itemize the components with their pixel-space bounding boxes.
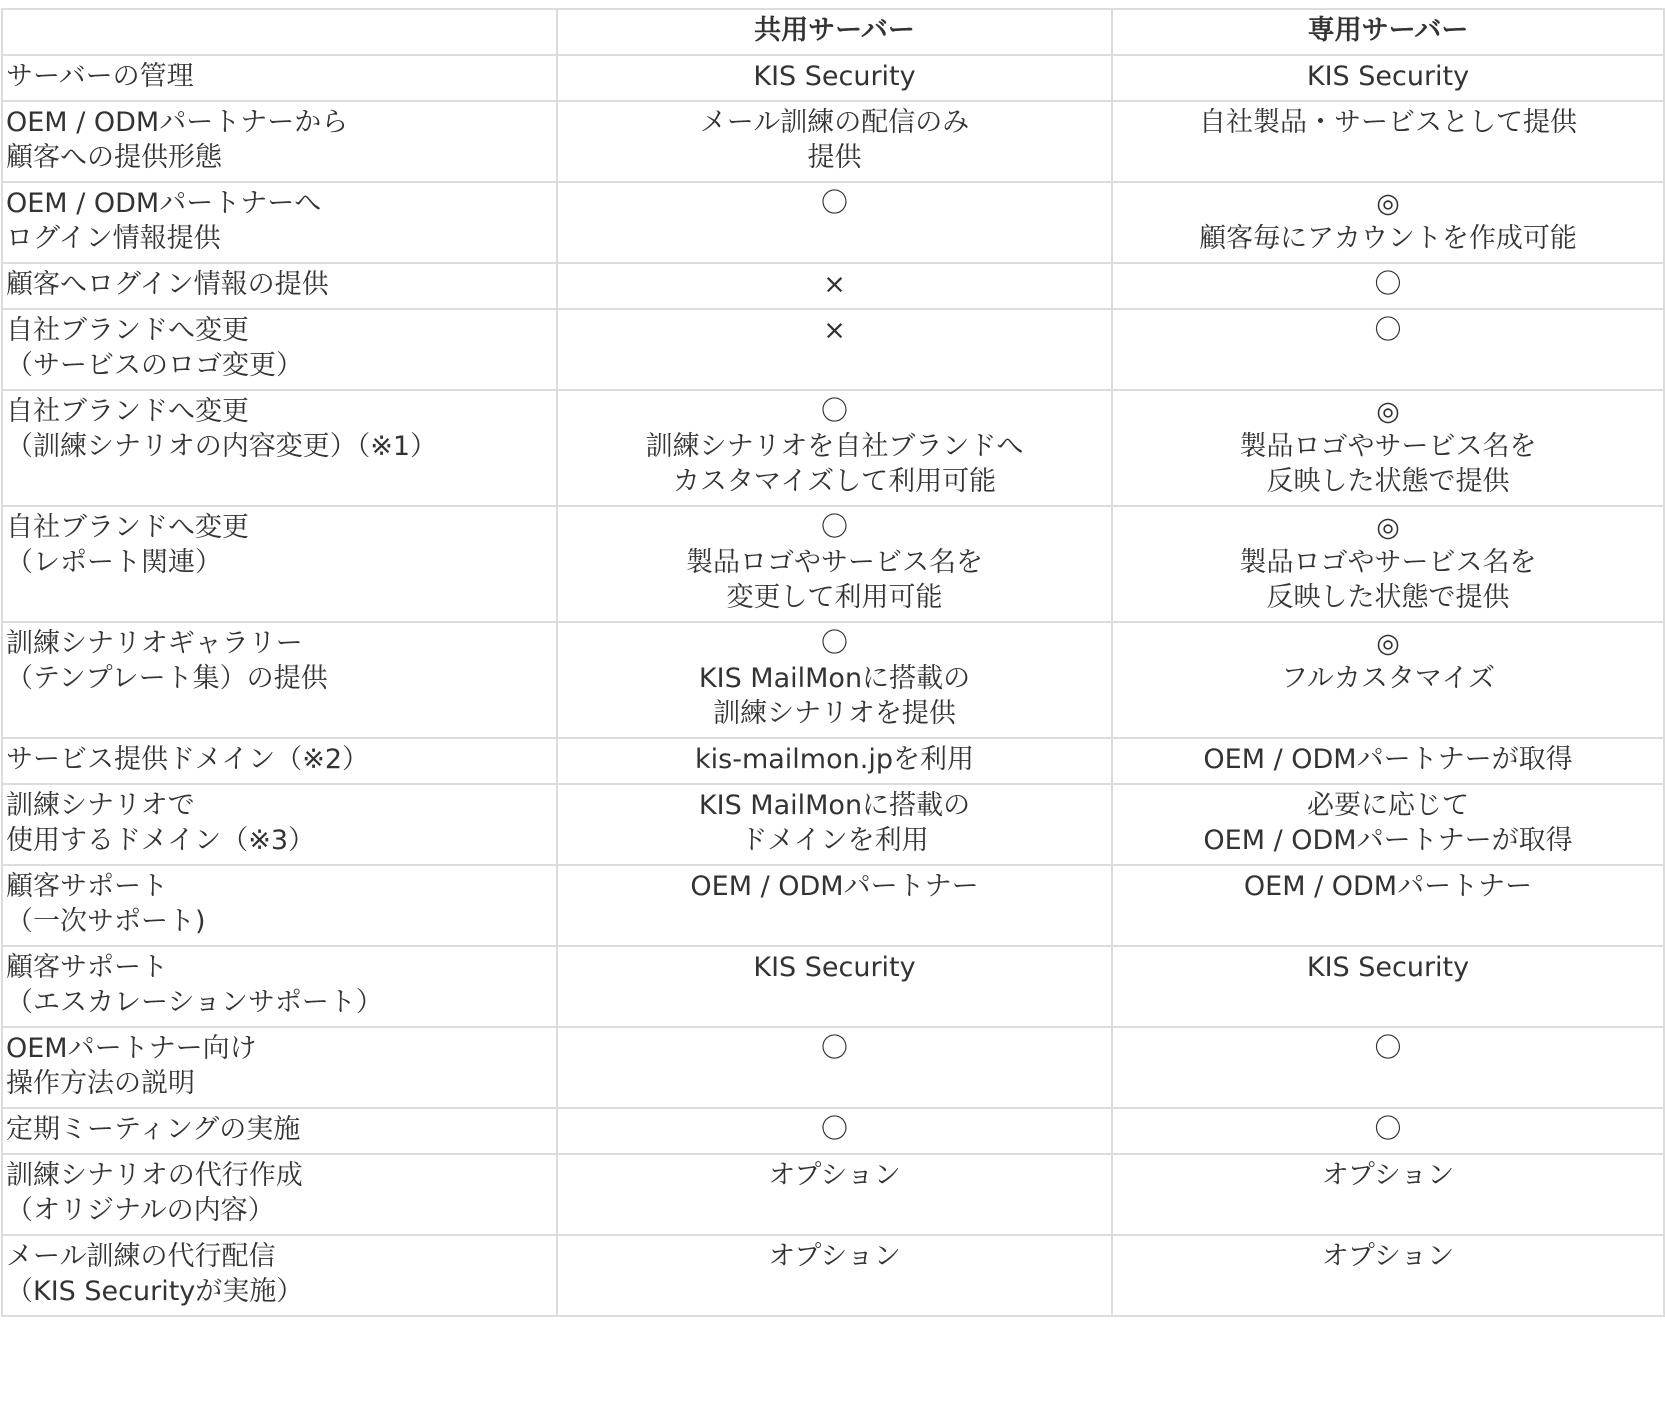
table-row (2, 738, 1664, 784)
header-empty-cell (2, 9, 557, 55)
table-row (2, 55, 1664, 101)
table-row (2, 784, 1664, 865)
dedicated-value: 自社製品・サービスとして提供 (1112, 101, 1664, 182)
dedicated-value: ◎ フルカスタマイズ (1112, 622, 1664, 738)
shared-value: オプション (557, 1154, 1112, 1235)
shared-value: メール訓練の配信のみ 提供 (557, 101, 1112, 182)
table-row (2, 622, 1664, 738)
comparison-table (1, 8, 1665, 1317)
table-row (2, 1108, 1664, 1154)
header-row (2, 9, 1664, 55)
shared-value: オプション (557, 1235, 1112, 1316)
table-row (2, 1235, 1664, 1316)
row-label: サーバーの管理 (2, 55, 557, 101)
dedicated-value: OEM / ODMパートナーが取得 (1112, 738, 1664, 784)
dedicated-value: ◎ 顧客毎にアカウントを作成可能 (1112, 182, 1664, 263)
dedicated-value: KIS Security (1112, 946, 1664, 1027)
shared-value: KIS Security (557, 946, 1112, 1027)
table-row (2, 946, 1664, 1027)
dedicated-value: OEM / ODMパートナー (1112, 865, 1664, 946)
shared-value: OEM / ODMパートナー (557, 865, 1112, 946)
dedicated-value: オプション (1112, 1154, 1664, 1235)
row-label: メール訓練の代行配信 （KIS Securityが実施） (2, 1235, 557, 1316)
table-row (2, 309, 1664, 390)
dedicated-value: 必要に応じて OEM / ODMパートナーが取得 (1112, 784, 1664, 865)
shared-value: KIS Security (557, 55, 1112, 101)
dedicated-value: オプション (1112, 1235, 1664, 1316)
shared-value: 〇 製品ロゴやサービス名を 変更して利用可能 (557, 506, 1112, 622)
header-shared-server: 共用サーバー (557, 9, 1112, 55)
shared-value: kis-mailmon.jpを利用 (557, 738, 1112, 784)
dedicated-value: KIS Security (1112, 55, 1664, 101)
table-body (2, 55, 1664, 1316)
dedicated-value: 〇 (1112, 1027, 1664, 1108)
table-row (2, 865, 1664, 946)
row-label: サービス提供ドメイン（※2） (2, 738, 557, 784)
table-row (2, 182, 1664, 263)
shared-value: 〇 (557, 1027, 1112, 1108)
row-label: 顧客へログイン情報の提供 (2, 263, 557, 309)
table-row (2, 390, 1664, 506)
shared-value: 〇 KIS MailMonに搭載の 訓練シナリオを提供 (557, 622, 1112, 738)
shared-value: KIS MailMonに搭載の ドメインを利用 (557, 784, 1112, 865)
dedicated-value: ◎ 製品ロゴやサービス名を 反映した状態で提供 (1112, 390, 1664, 506)
dedicated-value: ◎ 製品ロゴやサービス名を 反映した状態で提供 (1112, 506, 1664, 622)
row-label: 訓練シナリオで 使用するドメイン（※3） (2, 784, 557, 865)
dedicated-value: 〇 (1112, 309, 1664, 390)
row-label: 顧客サポート （エスカレーションサポート） (2, 946, 557, 1027)
table-row (2, 263, 1664, 309)
header-dedicated-server: 専用サーバー (1112, 9, 1664, 55)
row-label: 顧客サポート （一次サポート) (2, 865, 557, 946)
table-row (2, 1154, 1664, 1235)
dedicated-value: 〇 (1112, 263, 1664, 309)
table-row (2, 101, 1664, 182)
row-label: 自社ブランドへ変更 （サービスのロゴ変更） (2, 309, 557, 390)
shared-value: × (557, 309, 1112, 390)
row-label: OEM / ODMパートナーから 顧客への提供形態 (2, 101, 557, 182)
table-row (2, 506, 1664, 622)
row-label: 自社ブランドへ変更 （訓練シナリオの内容変更）（※1） (2, 390, 557, 506)
row-label: 訓練シナリオの代行作成 （オリジナルの内容） (2, 1154, 557, 1235)
shared-value: 〇 (557, 182, 1112, 263)
table-header (2, 9, 1664, 55)
row-label: OEMパートナー向け 操作方法の説明 (2, 1027, 557, 1108)
shared-value: × (557, 263, 1112, 309)
row-label: 定期ミーティングの実施 (2, 1108, 557, 1154)
row-label: 自社ブランドへ変更 （レポート関連） (2, 506, 557, 622)
shared-value: 〇 (557, 1108, 1112, 1154)
dedicated-value: 〇 (1112, 1108, 1664, 1154)
shared-value: 〇 訓練シナリオを自社ブランドへ カスタマイズして利用可能 (557, 390, 1112, 506)
table-row (2, 1027, 1664, 1108)
row-label: OEM / ODMパートナーへ ログイン情報提供 (2, 182, 557, 263)
row-label: 訓練シナリオギャラリー （テンプレート集）の提供 (2, 622, 557, 738)
